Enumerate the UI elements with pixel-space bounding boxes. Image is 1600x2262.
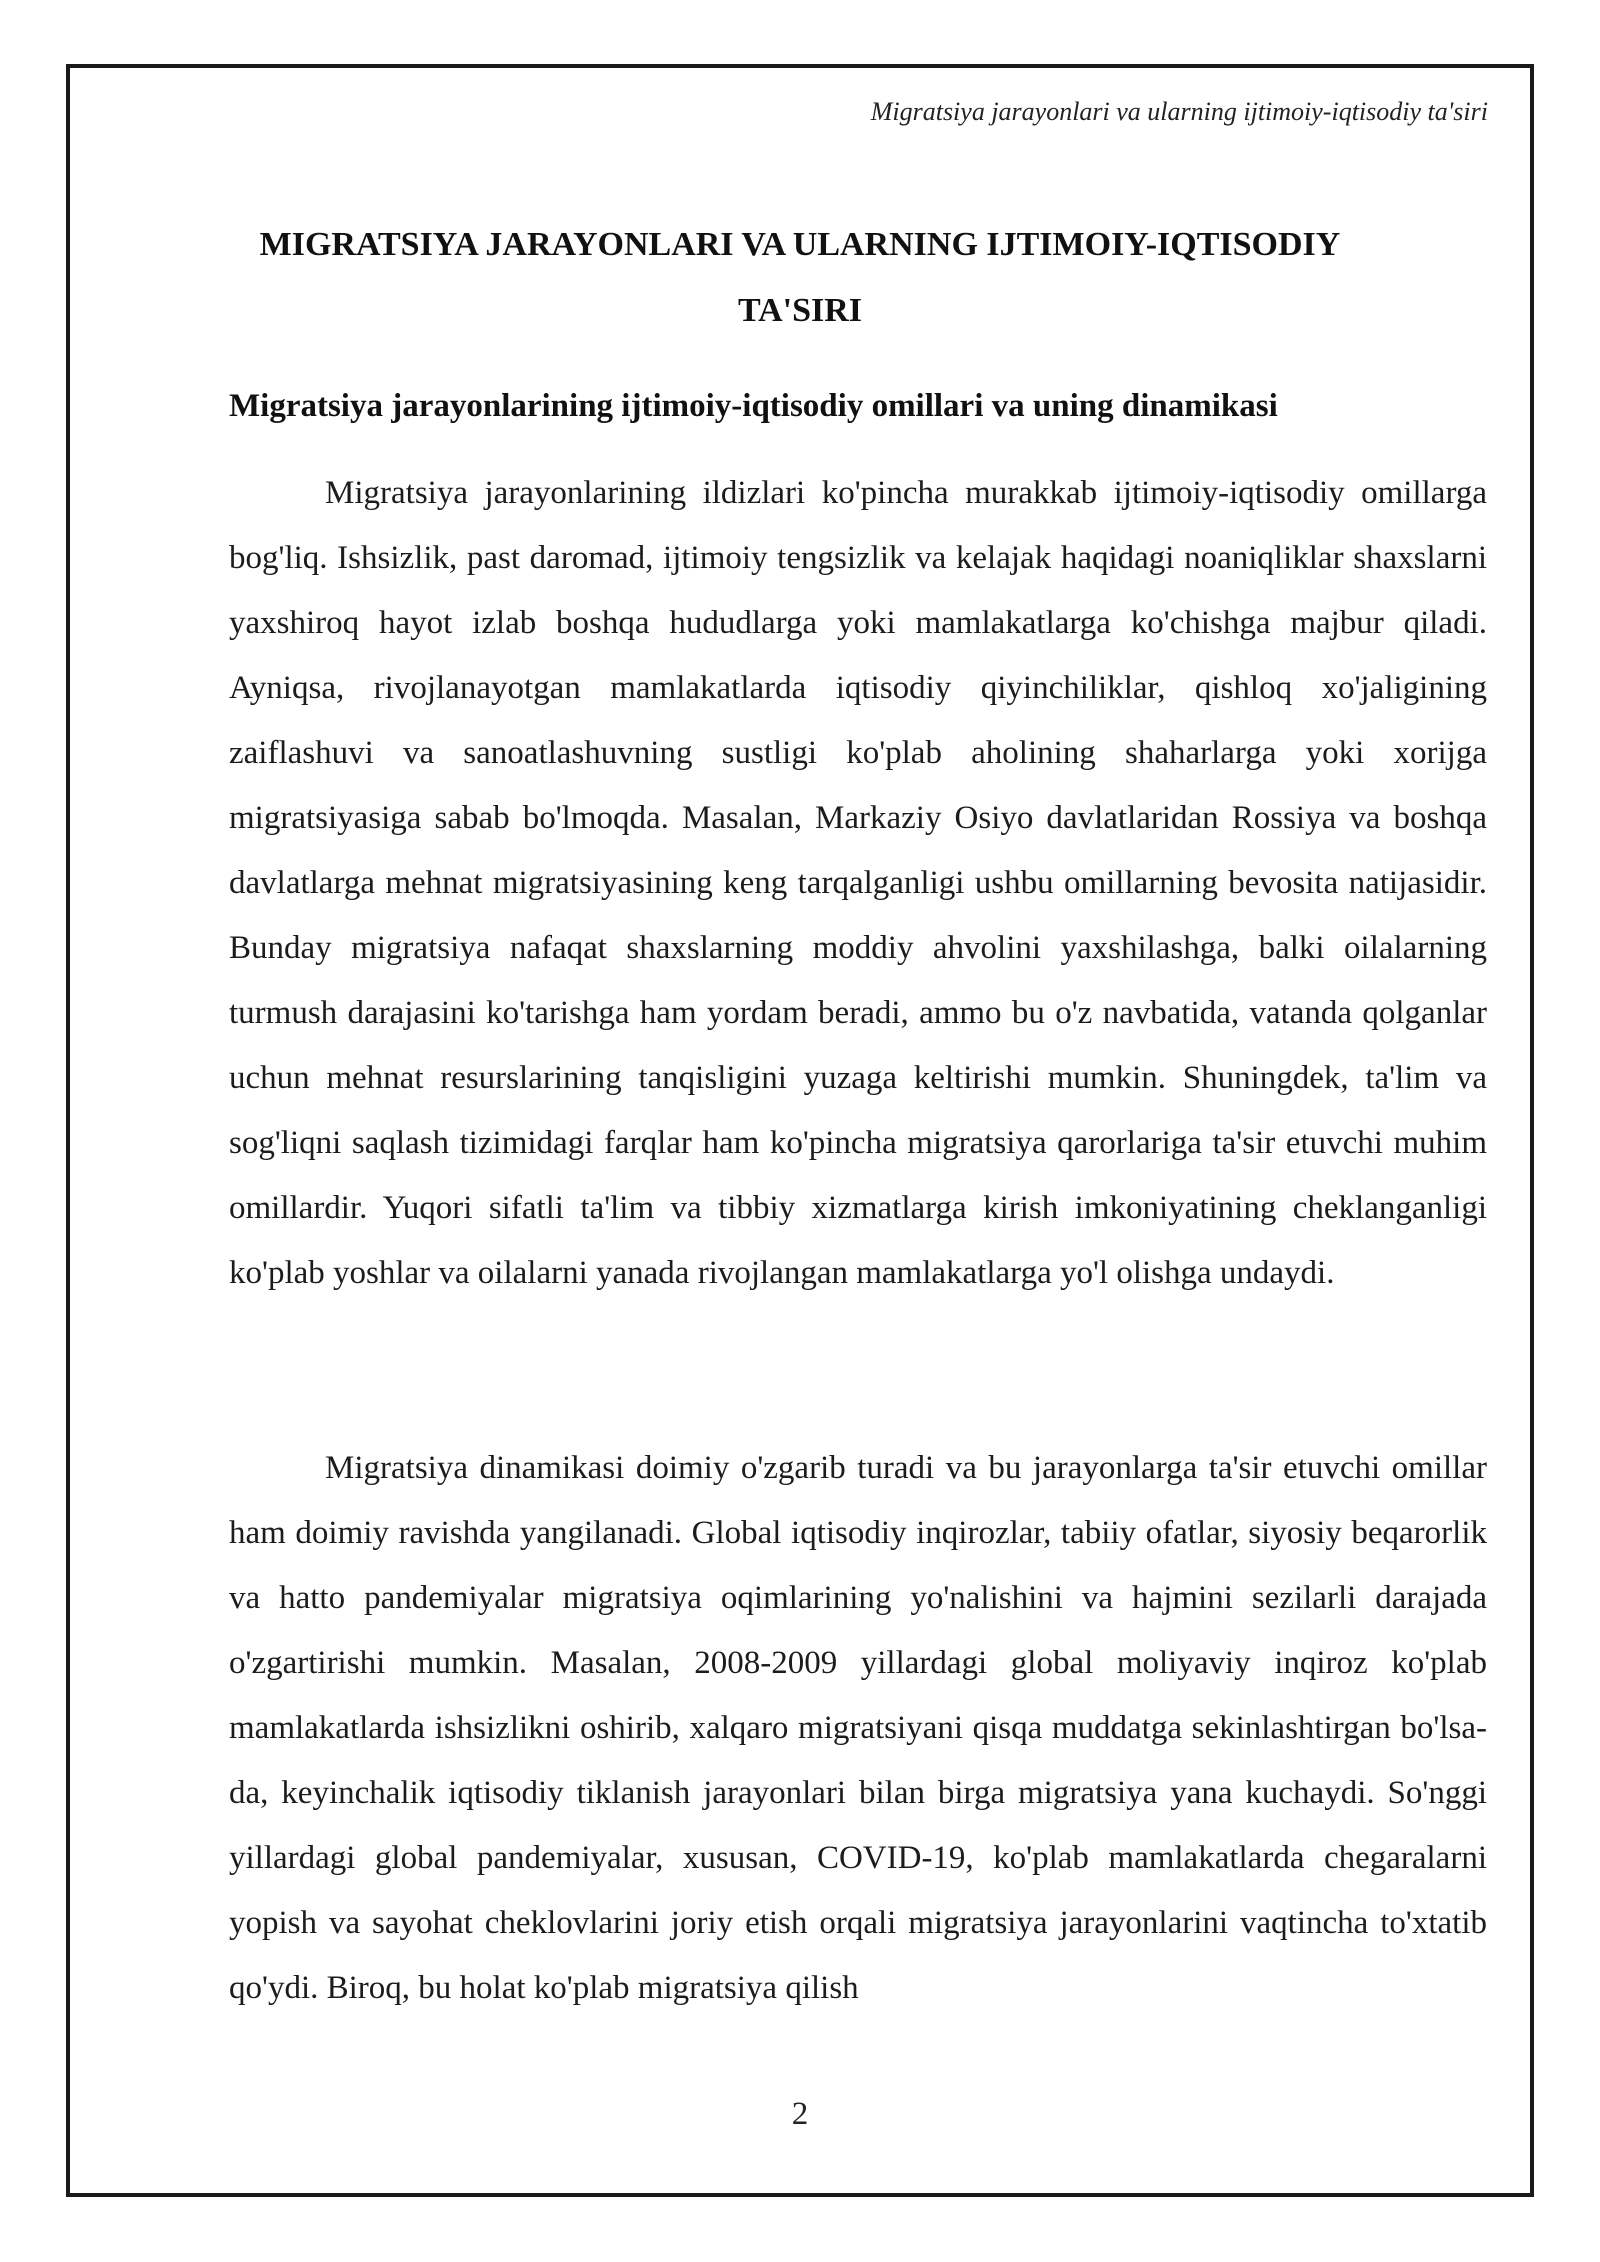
body-paragraph-2: Migratsiya dinamikasi doimiy o'zgarib turadi va bu jarayonlarga ta'sir etuvchi omillar ham doimiy ravishda yangilanadi. Global iqtisodiy inqirozlar, tabiiy ofatlar, siyosiy beqarorlik va hatto pandemiyalar migratsiya oqimlarining yo'nalishini va hajmini sezilarli darajada o'zgartirishi mumkin. Masalan, 2008-2009 yillardagi global moliyaviy inqiroz ko'plab mamlakatlarda ishsizlikni oshirib, xalqaro migratsiyani qisqa muddatga sekinlashtirgan bo'lsa-da, keyinchalik iqtisodiy tiklanish jarayonlari bilan birga migratsiya yana kuchaydi. So'nggi yillardagi global pandemiyalar, xususan, COVID-19, ko'plab mamlakatlarda chegaralarni yopish va sayohat cheklovlarini joriy etish orqali migratsiya jarayonlarini vaqtincha to'xtatib qo'ydi. Biroq, bu holat ko'plab migratsiya qilish: [229, 1450, 1487, 2006]
section-heading: Migratsiya jarayonlarining ijtimoiy-iqtisodiy omillari va uning dinamikasi: [229, 388, 1278, 424]
body-paragraph-1: Migratsiya jarayonlarining ildizlari ko'pincha murakkab ijtimoiy-iqtisodiy omillarga bog'liq. Ishsizlik, past daromad, ijtimoiy tengsizlik va kelajak haqidagi noaniqliklar shaxslarni yaxshiroq hayot izlab boshqa hududlarga yoki mamlakatlarga ko'chishga majbur qiladi. Ayniqsa, rivojlanayotgan mamlakatlarda iqtisodiy qiyinchiliklar, qishloq xo'jaligining zaiflashuvi va sanoatlashuvning sustligi ko'plab aholining shaharlarga yoki xorijga migratsiyasiga sabab bo'lmoqda. Masalan, Markaziy Osiyo davlatlaridan Rossiya va boshqa davlatlarga mehnat migratsiyasining keng tarqalganligi ushbu omillarning bevosita natijasidir. Bunday migratsiya nafaqat shaxslarning moddiy ahvolini yaxshilashga, balki oilalarning turmush darajasini ko'tarishga ham yordam beradi, ammo bu o'z navbatida, vatanda qolganlar uchun mehnat resurslarining tanqisligini yuzaga keltirishi mumkin. Shuningdek, ta'lim va sog'liqni saqlash tizimidagi farqlar ham ko'pincha migratsiya qarorlariga ta'sir etuvchi muhim omillardir. Yuqori sifatli ta'lim va tibbiy xizmatlarga kirish imkoniyatining cheklanganligi ko'plab yoshlar va oilalarni yanada rivojlangan mamlakatlarga yo'l olishga undaydi.: [229, 475, 1487, 1291]
running-header: Migratsiya jarayonlari va ularning ijtimoiy-iqtisodiy ta'siri: [870, 97, 1488, 126]
page-number: 2: [791, 2096, 809, 2132]
document-title: MIGRATSIYA JARAYONLARI VA ULARNING IJTIMOIY-IQTISODIY TA'SIRI: [259, 226, 1341, 329]
